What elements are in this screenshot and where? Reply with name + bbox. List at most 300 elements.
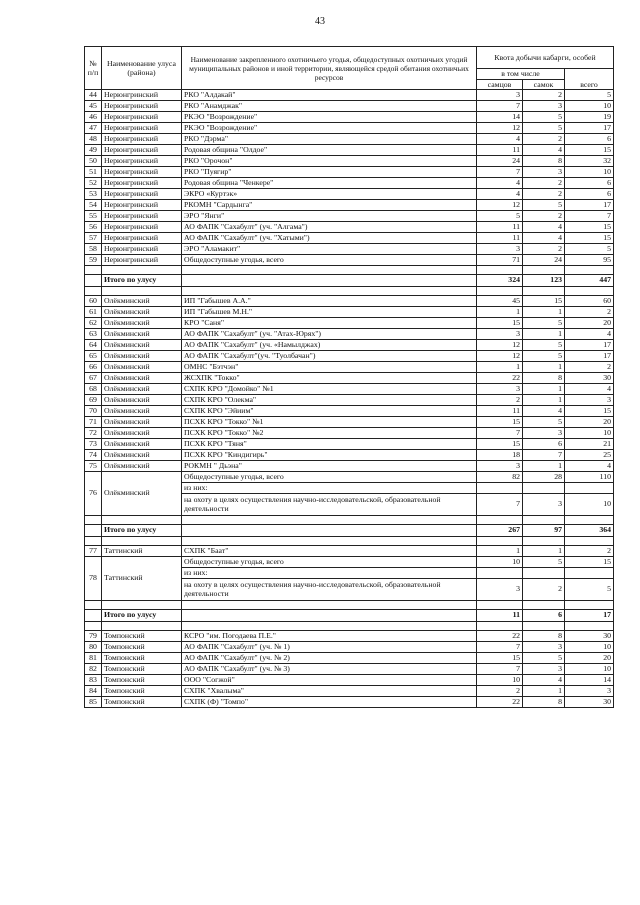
total-cell: 95 [565, 255, 614, 266]
table-row [85, 417, 614, 428]
males-cell: 22 [477, 697, 523, 708]
table-row [85, 296, 614, 307]
females-cell: 5 [523, 318, 565, 329]
males-cell: 12 [477, 351, 523, 362]
total-cell: 15 [565, 222, 614, 233]
males-cell: 5 [477, 211, 523, 222]
row-number: 67 [85, 373, 102, 384]
total-cell: 15 [565, 406, 614, 417]
females-cell: 5 [523, 557, 565, 568]
empty-cell [85, 537, 102, 546]
empty-cell [477, 601, 523, 610]
empty-cell [477, 622, 523, 631]
district-cell: Олёкминский [102, 373, 182, 384]
total-cell: 32 [565, 156, 614, 167]
district-total-row [85, 525, 614, 537]
spacer-row [85, 601, 614, 610]
females-cell: 1 [523, 307, 565, 318]
row-number: 78 [85, 557, 102, 601]
total-cell: 10 [565, 642, 614, 653]
females-cell: 7 [523, 450, 565, 461]
total-cell: 15 [565, 557, 614, 568]
females-cell: 2 [523, 189, 565, 200]
females-cell: 8 [523, 697, 565, 708]
males-cell: 7 [477, 167, 523, 178]
district-cell: Нерюнгринский [102, 189, 182, 200]
row-number: 47 [85, 123, 102, 134]
females-cell: 2 [523, 211, 565, 222]
total-cell: 6 [565, 178, 614, 189]
males-cell: 11 [477, 406, 523, 417]
district-cell: Нерюнгринский [102, 200, 182, 211]
males-cell: 2 [477, 395, 523, 406]
males-cell: 18 [477, 450, 523, 461]
row-number: 45 [85, 101, 102, 112]
header-males: самцов [477, 80, 523, 90]
total-cell: 2 [565, 307, 614, 318]
hunting-ground-cell: ПСХК КРО "Токко" №1 [182, 417, 477, 428]
row-number: 75 [85, 461, 102, 472]
total-cell: 20 [565, 653, 614, 664]
males-cell: 3 [477, 461, 523, 472]
total-cell: 17 [565, 340, 614, 351]
empty-cell [182, 537, 477, 546]
females-cell: 3 [523, 428, 565, 439]
males-cell: 2 [477, 686, 523, 697]
district-cell: Таттинский [102, 546, 182, 557]
table-row [85, 362, 614, 373]
males-cell: 11 [477, 233, 523, 244]
males-cell: 7 [477, 664, 523, 675]
empty-cell [523, 516, 565, 525]
table-row [85, 439, 614, 450]
empty-cell [477, 516, 523, 525]
row-number: 52 [85, 178, 102, 189]
table-row [85, 631, 614, 642]
empty-cell [182, 601, 477, 610]
table-row [85, 428, 614, 439]
females-cell: 4 [523, 233, 565, 244]
total-females: 97 [523, 525, 565, 537]
row-number: 82 [85, 664, 102, 675]
total-cell: 6 [565, 189, 614, 200]
district-cell: Нерюнгринский [102, 167, 182, 178]
empty-cell [477, 537, 523, 546]
males-cell: 4 [477, 178, 523, 189]
empty-cell [565, 537, 614, 546]
row-number: 57 [85, 233, 102, 244]
empty-cell [182, 622, 477, 631]
total-all: 17 [565, 610, 614, 622]
females-cell: 4 [523, 222, 565, 233]
hunting-ground-cell: ПСХК КРО "Токко" №2 [182, 428, 477, 439]
hunting-ground-cell: КСРО "им. Погодаева П.Е." [182, 631, 477, 642]
total-cell: 4 [565, 384, 614, 395]
table-row [85, 697, 614, 708]
row-number: 56 [85, 222, 102, 233]
total-cell: 17 [565, 123, 614, 134]
hunting-ground-cell: ЭКРО «Куртэк» [182, 189, 477, 200]
table-row [85, 557, 614, 568]
females-cell: 8 [523, 156, 565, 167]
hunting-ground-cell: ИП "Габышев А.А." [182, 296, 477, 307]
row-number: 70 [85, 406, 102, 417]
district-cell: Олёкминский [102, 340, 182, 351]
empty-cell [85, 516, 102, 525]
empty-cell [102, 601, 182, 610]
females-cell: 1 [523, 546, 565, 557]
row-number: 44 [85, 90, 102, 101]
males-cell: 10 [477, 675, 523, 686]
district-cell: Олёкминский [102, 395, 182, 406]
total-cell: 2 [565, 546, 614, 557]
table-row [85, 642, 614, 653]
district-cell: Олёкминский [102, 406, 182, 417]
males-cell: 3 [477, 384, 523, 395]
hunting-ground-cell: АО ФАПК "Сахабулт"(уч. "Туолбачан") [182, 351, 477, 362]
row-number: 54 [85, 200, 102, 211]
district-cell: Олёкминский [102, 450, 182, 461]
males-cell: 7 [477, 428, 523, 439]
district-cell: Олёкминский [102, 362, 182, 373]
empty-cell [102, 287, 182, 296]
total-males: 11 [477, 610, 523, 622]
females-cell: 5 [523, 200, 565, 211]
empty-cell [565, 601, 614, 610]
total-cell: 15 [565, 233, 614, 244]
total-cell: 10 [565, 428, 614, 439]
hunting-ground-cell: на охоту в целях осуществления научно-исследовательской, образовательной деятельности [182, 494, 477, 516]
hunting-ground-cell: РКО "Орочон" [182, 156, 477, 167]
hunting-quota-table [84, 46, 614, 708]
district-cell: Томпонский [102, 631, 182, 642]
hunting-ground-cell: Родовая община "Олдое" [182, 145, 477, 156]
males-cell: 1 [477, 546, 523, 557]
row-number: 74 [85, 450, 102, 461]
males-cell: 11 [477, 222, 523, 233]
males-cell: 3 [477, 90, 523, 101]
total-all: 364 [565, 525, 614, 537]
table-row [85, 395, 614, 406]
empty-cell [85, 525, 102, 537]
total-cell: 60 [565, 296, 614, 307]
hunting-ground-cell: ЭРО "Янги" [182, 211, 477, 222]
row-number: 55 [85, 211, 102, 222]
table-row [85, 329, 614, 340]
males-cell: 15 [477, 439, 523, 450]
hunting-ground-cell: ЖСХПК "Токко" [182, 373, 477, 384]
table-row [85, 461, 614, 472]
district-cell: Олёкминский [102, 384, 182, 395]
males-cell [477, 483, 523, 494]
males-cell: 3 [477, 579, 523, 601]
table-row [85, 664, 614, 675]
total-cell: 17 [565, 200, 614, 211]
females-cell: 1 [523, 395, 565, 406]
females-cell [523, 568, 565, 579]
table-row [85, 351, 614, 362]
hunting-ground-cell: РКО "Дэрма" [182, 134, 477, 145]
table-row [85, 222, 614, 233]
table-row [85, 384, 614, 395]
males-cell: 7 [477, 101, 523, 112]
males-cell: 3 [477, 329, 523, 340]
row-number: 58 [85, 244, 102, 255]
table-row [85, 178, 614, 189]
empty-cell [565, 622, 614, 631]
females-cell: 24 [523, 255, 565, 266]
hunting-ground-cell: РКО "Алдакай" [182, 90, 477, 101]
males-cell: 7 [477, 642, 523, 653]
males-cell: 71 [477, 255, 523, 266]
total-cell: 3 [565, 395, 614, 406]
total-cell: 4 [565, 329, 614, 340]
spacer-row [85, 537, 614, 546]
hunting-ground-cell: из них: [182, 568, 477, 579]
empty-cell [182, 516, 477, 525]
females-cell: 2 [523, 244, 565, 255]
females-cell: 2 [523, 134, 565, 145]
empty-cell [85, 287, 102, 296]
table-row [85, 134, 614, 145]
empty-cell [102, 622, 182, 631]
table-row [85, 406, 614, 417]
table-row [85, 472, 614, 483]
hunting-ground-cell: ПСХК КРО "Тяня" [182, 439, 477, 450]
hunting-ground-cell: Общедоступные угодья, всего [182, 255, 477, 266]
total-cell: 14 [565, 675, 614, 686]
total-cell: 17 [565, 351, 614, 362]
row-number: 64 [85, 340, 102, 351]
males-cell: 12 [477, 123, 523, 134]
district-cell: Олёкминский [102, 351, 182, 362]
district-cell: Олёкминский [102, 428, 182, 439]
empty-cell [182, 610, 477, 622]
row-number: 84 [85, 686, 102, 697]
district-cell: Олёкминский [102, 329, 182, 340]
total-label: Итого по улусу [102, 525, 182, 537]
females-cell: 28 [523, 472, 565, 483]
row-number: 59 [85, 255, 102, 266]
males-cell: 15 [477, 417, 523, 428]
females-cell: 3 [523, 167, 565, 178]
row-number: 48 [85, 134, 102, 145]
district-total-row [85, 610, 614, 622]
empty-cell [565, 287, 614, 296]
total-cell: 110 [565, 472, 614, 483]
females-cell [523, 483, 565, 494]
males-cell: 10 [477, 557, 523, 568]
header-including: в том числе [477, 69, 565, 80]
row-number: 46 [85, 112, 102, 123]
empty-cell [102, 516, 182, 525]
total-cell: 2 [565, 362, 614, 373]
females-cell: 1 [523, 686, 565, 697]
females-cell: 5 [523, 340, 565, 351]
total-cell: 30 [565, 697, 614, 708]
females-cell: 1 [523, 461, 565, 472]
females-cell: 3 [523, 494, 565, 516]
total-cell: 15 [565, 145, 614, 156]
hunting-ground-cell: СХПК "Баат" [182, 546, 477, 557]
females-cell: 5 [523, 123, 565, 134]
hunting-ground-cell: АО ФАПК "Сахабулт" (уч. № 1) [182, 642, 477, 653]
row-number: 63 [85, 329, 102, 340]
females-cell: 8 [523, 373, 565, 384]
females-cell: 2 [523, 579, 565, 601]
table-row [85, 167, 614, 178]
total-cell: 10 [565, 664, 614, 675]
total-cell: 5 [565, 244, 614, 255]
district-cell: Олёкминский [102, 461, 182, 472]
empty-cell [523, 266, 565, 275]
district-cell: Олёкминский [102, 318, 182, 329]
hunting-ground-cell: ПСХК КРО "Киндигирь" [182, 450, 477, 461]
table-row [85, 233, 614, 244]
table-row [85, 244, 614, 255]
empty-cell [477, 266, 523, 275]
hunting-ground-cell: АО ФАПК "Сахабулт" (уч. "Алгама") [182, 222, 477, 233]
district-cell: Нерюнгринский [102, 112, 182, 123]
empty-cell [523, 622, 565, 631]
hunting-ground-cell: ЭРО "Аламакит" [182, 244, 477, 255]
empty-cell [182, 525, 477, 537]
table-row [85, 255, 614, 266]
table-row [85, 653, 614, 664]
district-cell: Томпонский [102, 675, 182, 686]
header-quota: Квота добычи кабарги, особей [477, 47, 614, 69]
row-number: 76 [85, 472, 102, 516]
row-number: 53 [85, 189, 102, 200]
total-cell: 30 [565, 631, 614, 642]
total-cell: 21 [565, 439, 614, 450]
district-cell: Томпонский [102, 697, 182, 708]
district-cell: Томпонский [102, 642, 182, 653]
empty-cell [477, 287, 523, 296]
females-cell: 1 [523, 329, 565, 340]
row-number: 60 [85, 296, 102, 307]
females-cell: 4 [523, 675, 565, 686]
district-cell: Таттинский [102, 557, 182, 601]
females-cell: 6 [523, 439, 565, 450]
total-cell [565, 483, 614, 494]
females-cell: 5 [523, 351, 565, 362]
total-males: 324 [477, 275, 523, 287]
spacer-row [85, 287, 614, 296]
females-cell: 2 [523, 90, 565, 101]
row-number: 71 [85, 417, 102, 428]
header-females: самок [523, 80, 565, 90]
hunting-ground-cell: из них: [182, 483, 477, 494]
district-cell: Нерюнгринский [102, 233, 182, 244]
total-cell: 6 [565, 134, 614, 145]
females-cell: 3 [523, 642, 565, 653]
empty-cell [565, 516, 614, 525]
hunting-ground-cell: АО ФАПК "Сахабулт" (уч. № 2) [182, 653, 477, 664]
females-cell: 8 [523, 631, 565, 642]
hunting-ground-cell: АО ФАПК "Сахабулт" (уч. "Атах-Юрях") [182, 329, 477, 340]
row-number: 73 [85, 439, 102, 450]
empty-cell [102, 266, 182, 275]
hunting-ground-cell: ИП "Габышев М.Н." [182, 307, 477, 318]
row-number: 50 [85, 156, 102, 167]
district-cell: Олёкминский [102, 439, 182, 450]
empty-cell [85, 610, 102, 622]
hunting-ground-cell: РКО "Пуягир" [182, 167, 477, 178]
district-cell: Томпонский [102, 664, 182, 675]
table-row [85, 686, 614, 697]
row-number: 65 [85, 351, 102, 362]
table-row [85, 90, 614, 101]
header-district: Наименование улуса (района) [102, 47, 182, 90]
spacer-row [85, 266, 614, 275]
table-row [85, 112, 614, 123]
females-cell: 4 [523, 406, 565, 417]
total-cell: 20 [565, 417, 614, 428]
total-cell: 30 [565, 373, 614, 384]
table-header [85, 47, 614, 90]
empty-cell [102, 537, 182, 546]
district-cell: Олёкминский [102, 417, 182, 428]
males-cell [477, 568, 523, 579]
hunting-ground-cell: ОМНС "Бэтчэн" [182, 362, 477, 373]
hunting-ground-cell: КРО "Саня" [182, 318, 477, 329]
females-cell: 3 [523, 101, 565, 112]
empty-cell [85, 266, 102, 275]
district-cell: Нерюнгринский [102, 178, 182, 189]
males-cell: 1 [477, 362, 523, 373]
males-cell: 15 [477, 318, 523, 329]
district-cell: Нерюнгринский [102, 156, 182, 167]
empty-cell [523, 537, 565, 546]
males-cell: 15 [477, 653, 523, 664]
district-cell: Олёкминский [102, 307, 182, 318]
row-number: 49 [85, 145, 102, 156]
hunting-ground-cell: СХПК КРО "Эйиим" [182, 406, 477, 417]
district-cell: Нерюнгринский [102, 90, 182, 101]
row-number: 79 [85, 631, 102, 642]
total-females: 123 [523, 275, 565, 287]
total-cell: 5 [565, 579, 614, 601]
total-females: 6 [523, 610, 565, 622]
total-all: 447 [565, 275, 614, 287]
empty-cell [182, 287, 477, 296]
district-cell: Нерюнгринский [102, 244, 182, 255]
empty-cell [85, 622, 102, 631]
total-cell: 10 [565, 101, 614, 112]
hunting-ground-cell: АО ФАПК "Сахабулт" (уч. № 3) [182, 664, 477, 675]
table-body [85, 90, 614, 708]
row-number: 80 [85, 642, 102, 653]
females-cell: 5 [523, 417, 565, 428]
males-cell: 12 [477, 200, 523, 211]
district-cell: Томпонский [102, 653, 182, 664]
row-number: 77 [85, 546, 102, 557]
table-row [85, 101, 614, 112]
males-cell: 22 [477, 373, 523, 384]
spacer-row [85, 516, 614, 525]
district-cell: Олёкминский [102, 296, 182, 307]
table-row [85, 189, 614, 200]
hunting-ground-cell: Общедоступные угодья, всего [182, 557, 477, 568]
district-total-row [85, 275, 614, 287]
district-cell: Томпонский [102, 686, 182, 697]
hunting-ground-cell: СХПК КРО "Домойко" №1 [182, 384, 477, 395]
empty-cell [85, 601, 102, 610]
district-cell: Нерюнгринский [102, 101, 182, 112]
females-cell: 5 [523, 112, 565, 123]
total-cell: 7 [565, 211, 614, 222]
